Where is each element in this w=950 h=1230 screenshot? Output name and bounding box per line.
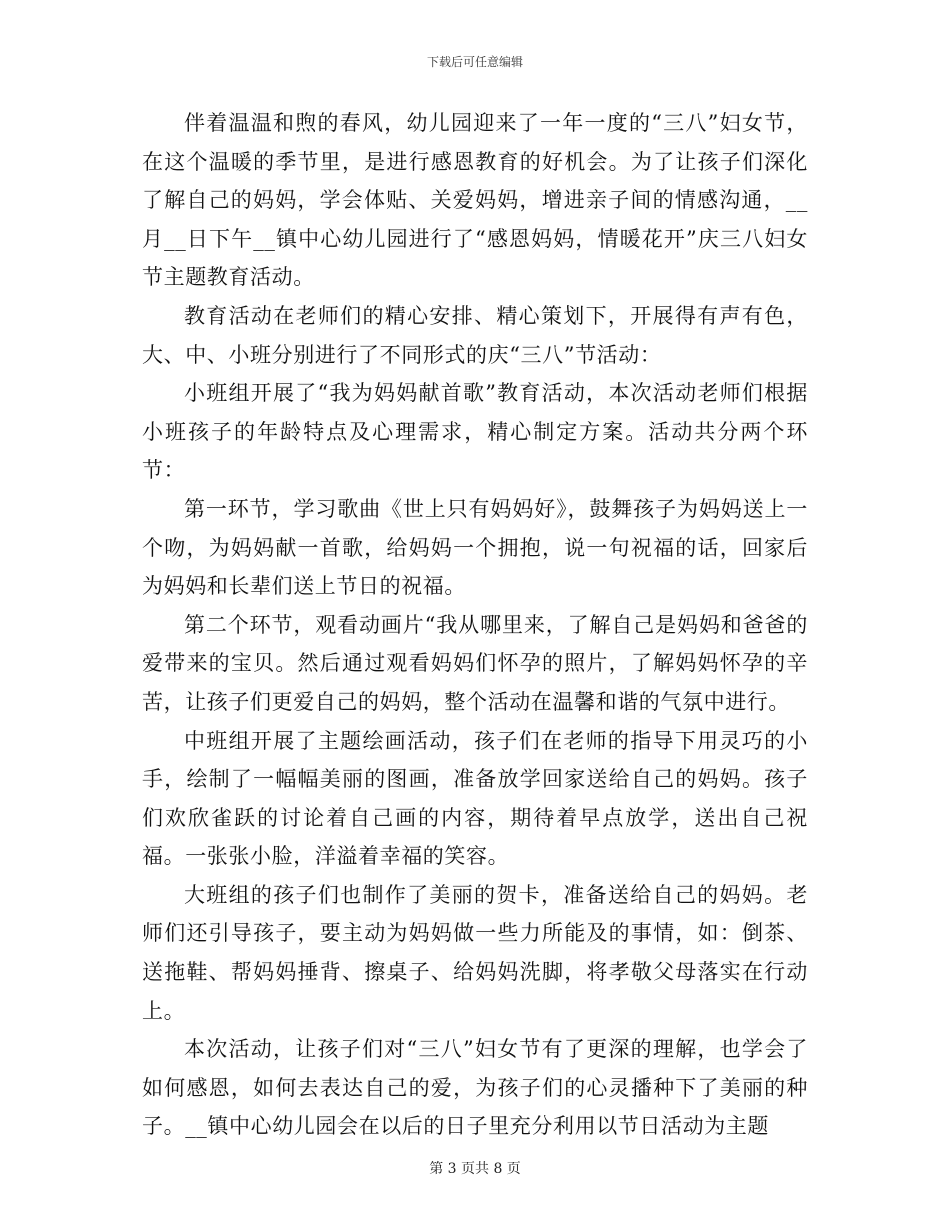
- paragraph-2: 教育活动在老师们的精心安排、精心策划下，开展得有声有色，大、中、小班分别进行了不同形式的庆“三八”节活动：: [142, 303, 808, 367]
- paragraph-1: 伴着温温和煦的春风，幼儿园迎来了一年一度的“三八”妇女节，在这个温暖的季节里，是进行感恩教育的好机会。为了让孩子们深化了解自己的妈妈，学会体贴、关爱妈妈，增进亲子间的情感沟通，__月__日下午__镇中心幼儿园进行了“感恩妈妈，情暖花开”庆三八妇女节主题教育活动。: [142, 111, 808, 290]
- page-header: 下载后可任意编辑: [426, 55, 523, 69]
- document-body: [142, 104, 808, 1146]
- paragraph-3: 小班组开展了“我为妈妈献首歌”教育活动，本次活动老师们根据小班孩子的年龄特点及心理需求，精心制定方案。活动共分两个环节：: [142, 381, 808, 483]
- paragraph-6: 中班组开展了主题绘画活动，孩子们在老师的指导下用灵巧的小手，绘制了一幅幅美丽的图画，准备放学回家送给自己的妈妈。孩子们欢欣雀跃的讨论着自己画的内容，期待着早点放学，送出自己祝福。一张张小脸，洋溢着幸福的笑容。: [142, 728, 808, 869]
- paragraph-5: 第二个环节，观看动画片“我从哪里来，了解自己是妈妈和爸爸的爱带来的宝贝。然后通过观看妈妈们怀孕的照片，了解妈妈怀孕的辛苦，让孩子们更爱自己的妈妈，整个活动在温馨和谐的气氛中进行。: [142, 612, 808, 714]
- page-footer: 第 3 页共 8 页: [429, 1161, 521, 1177]
- paragraph-4: 第一环节，学习歌曲《世上只有妈妈好》，鼓舞孩子为妈妈送上一个吻，为妈妈献一首歌，给妈妈一个拥抱，说一句祝福的话，回家后为妈妈和长辈们送上节日的祝福。: [142, 496, 808, 599]
- paragraph-7: 大班组的孩子们也制作了美丽的贺卡，准备送给自己的妈妈。老师们还引导孩子，要主动为妈妈做一些力所能及的事情，如：倒茶、送拖鞋、帮妈妈捶背、擦桌子、给妈妈洗脚，将孝敬父母落实在行动上。: [142, 882, 808, 1023]
- paragraph-8: 本次活动，让孩子们对“三八”妇女节有了更深的理解，也学会了如何感恩，如何去表达自己的爱，为孩子们的心灵播种下了美丽的种子。__镇中心幼儿园会在以后的日子里充分利用以节日活动为主题: [142, 1037, 808, 1139]
